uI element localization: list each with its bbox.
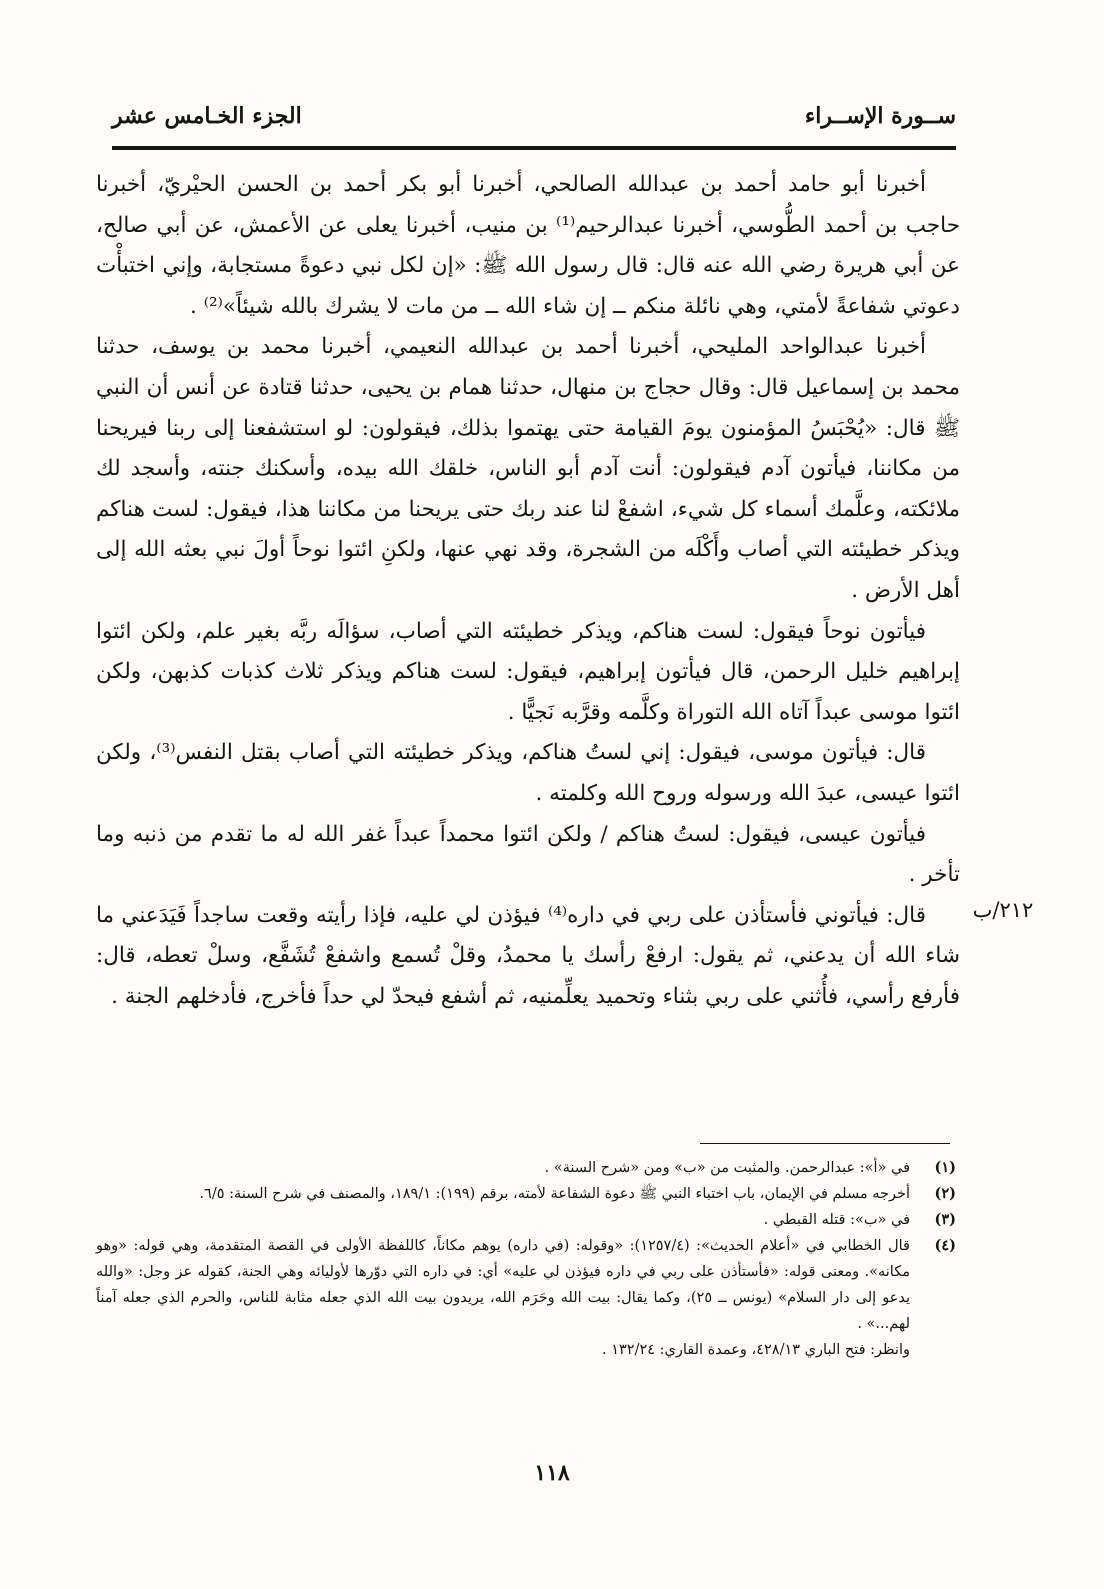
footnote — [96, 1233, 956, 1337]
paragraph: فيأتون عيسى، فيقول: لستُ هناكم / ولكن ائتوا محمداً عبداً غفر الله له ما تقدم من ذنبه وما تأخر . — [96, 821, 960, 888]
paragraph: فيأتون نوحاً فيقول: لست هناكم، ويذكر خطيئته التي أصاب، سؤالَه ربَّه بغير علم، ولكن ائتوا إبراهيم خليل الرحمن، قال فيأتون إبراهيم، فيقول: لست هناكم ويذكر ثلاث كذبات كذبهن، ولكن ائتوا موسى عبداً آتاه الله التوراة وكلَّمه وقرَّبه نَجيًّا . — [96, 618, 960, 725]
footnotes — [96, 1155, 956, 1363]
footnote-text: في «أ»: عبدالرحمن. والمثبت من «ب» ومن «شرح السنة» . — [544, 1160, 910, 1176]
header-rule — [112, 146, 956, 150]
footnote-number: (٤) — [934, 1237, 956, 1254]
footnote-number: (٢) — [934, 1185, 956, 1202]
paragraph: أخبرنا عبدالواحد المليحي، أخبرنا أحمد بن عبدالله النعيمي، أخبرنا محمد بن يوسف، حدثنا محمد بن إسماعيل قال: وقال حجاج بن منهال، حدثنا همام بن يحيى، حدثنا قتادة عن أنس أن النبي ﷺ قال: «يُحْبَسُ المؤمنون يومَ القيامة حتى يهتموا بذلك، فيقولون: لو استشفعنا إلى ربنا فيريحنا من مكاننا، فيأتون آدم فيقولون: أنت آدم أبو الناس، خلقك الله بيده، وأسكنك جنته، وأسجد لك ملائكته، وعلَّمك أسماء كل شيء، اشفعْ لنا عند ربك حتى يريحنا من مكاننا هذا، فيقول: لست هناكم ويذكر خطيئته التي أصاب وأَكْلَه من الشجرة، وقد نهي عنها، ولكنِ ائتوا نوحاً أولَ نبي بعثه الله إلى أهل الأرض . — [96, 334, 960, 603]
paragraph: قال: فيأتوني فأستأذن على ربي في داره⁽⁴⁾ فيؤذن لي عليه، فإذا رأيته وقعت ساجداً فَيَدَعني ما شاء الله أن يدعني، ثم يقول: ارفعْ رأسك يا محمدُ، وقلْ تُسمع واشفعْ تُشَفَّع، وسلْ تعطه، قال: فأرفع رأسي، فأُثني على ربي بثناء وتحميد يعلِّمنيه، ثم أشفع فيحدّ لي حداً فأخرج، فأدخلهم الجنة . — [96, 902, 960, 1009]
paragraph: أخبرنا أبو حامد أحمد بن عبدالله الصالحي، أخبرنا أبو بكر أحمد بن الحسن الحيْريّ، أخبرنا حاجب بن أحمد الطُّوسي، أخبرنا عبدالرحيم⁽¹⁾ بن منيب، أخبرنا يعلى عن الأعمش، عن أبي صالح، عن أبي هريرة رضي الله عنه قال: قال رسول الله ﷺ: «إن لكل نبي دعوةً مستجابة، وإني اختبأْت دعوتي شفاعةً لأمتي، وهي نائلة منكم ــ إن شاء الله ــ من مات لا يشرك بالله شيئاً»⁽²⁾ . — [96, 172, 960, 319]
footnote-text: أخرجه مسلم في الإيمان، باب اختباء النبي ﷺ دعوة الشفاعة لأمته، برقم (١٩٩): ١٨٩/١، والمصنف في شرح السنة: ٦/٥. — [199, 1186, 910, 1202]
footnote — [96, 1207, 956, 1233]
footnote — [96, 1181, 956, 1207]
page-number: ١١٨ — [534, 1460, 570, 1486]
juz-title: الجزء الخـامس عشر — [112, 103, 302, 129]
manuscript-folio-note: ٢١٢/ب — [972, 898, 1034, 922]
surah-title: ســورة الإســراء — [804, 103, 956, 129]
footnote — [96, 1155, 956, 1181]
footnote-separator — [700, 1143, 950, 1144]
main-text — [96, 165, 960, 1017]
running-header — [112, 86, 956, 146]
footnote-text: قال الخطابي في «أعلام الحديث»: (١٢٥٧/٤): «وقوله: (في داره) يوهم مكاناً، كاللفظة الأولى في القصة المتقدمة، وهي قوله: «وهو مكانه». ومعنى قوله: «فأستأذن على ربي في داره فيؤذن لي عليه» أي: في داره التي دوّرها لأوليائه وهي الجنة، كقوله عز وجل: «والله يدعو إلى دار السلام» (يونس ــ ٢٥)، وكما يقال: بيت الله وحَرَم الله، يريدون بيت الله الذي جعله مثابة للناس، والحرم الذي جعله آمناً لهم...» . — [96, 1238, 910, 1332]
footnote-text: في «ب»: قتله القبطي . — [763, 1212, 910, 1228]
footnote-number: (٣) — [934, 1211, 956, 1228]
footnote-number: (١) — [934, 1159, 956, 1176]
footnote-continuation: وانظر: فتح الباري ٤٢٨/١٣، وعمدة القاري: ١٣٢/٢٤ . — [601, 1342, 910, 1358]
paragraph: قال: فيأتون موسى، فيقول: إني لستُ هناكم، ويذكر خطيئته التي أصاب بقتل النفس⁽³⁾، ولكن ائتوا عيسى، عبدَ الله ورسوله وروح الله وكلمته . — [96, 740, 960, 806]
